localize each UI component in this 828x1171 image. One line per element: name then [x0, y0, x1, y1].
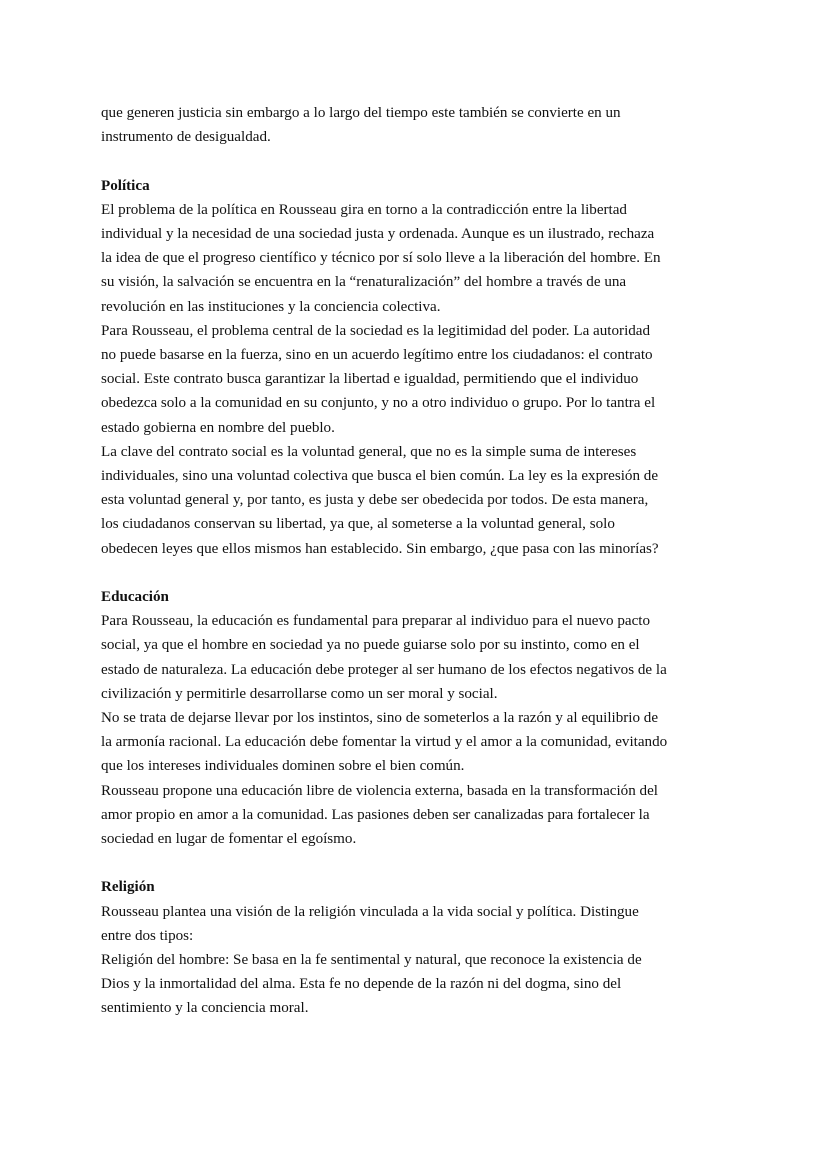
text-line: Religión del hombre: Se basa en la fe sentimental y natural, que reconoce la existencia de: [101, 952, 642, 969]
text-line: civilización y permitirle desarrollarse como un ser moral y social.: [101, 685, 498, 702]
text-line: los ciudadanos conservan su libertad, ya que, al someterse a la voluntad general, solo: [101, 516, 615, 533]
section-educacion: [101, 585, 741, 851]
text-line: sentimiento y la conciencia moral.: [101, 1000, 309, 1017]
text-line: revolución en las instituciones y la conciencia colectiva.: [101, 298, 441, 315]
section-heading: Política: [101, 177, 150, 194]
text-line: esta voluntad general y, por tanto, es justa y debe ser obedecida por todos. De esta manera,: [101, 492, 649, 509]
text-line: que los intereses individuales dominen sobre el bien común.: [101, 758, 465, 775]
text-line: no puede basarse en la fuerza, sino en un acuerdo legítimo entre los ciudadanos: el contrato: [101, 347, 653, 364]
text-line: sociedad en lugar de fomentar el egoísmo.: [101, 831, 357, 848]
text-line: amor propio en amor a la comunidad. Las pasiones deben ser canalizadas para fortalecer la: [101, 806, 650, 823]
text-line: su visión, la salvación se encuentra en la “renaturalización” del hombre a través de una: [101, 274, 627, 291]
text-line: Rousseau plantea una visión de la religión vinculada a la vida social y política. Distingue: [101, 903, 639, 920]
text-line: la armonía racional. La educación debe fomentar la virtud y el amor a la comunidad, evitando: [101, 734, 668, 751]
text-line: estado de naturaleza. La educación debe proteger al ser humano de los efectos negativos de la: [101, 661, 667, 678]
text-line: obedecen leyes que ellos mismos han establecido. Sin embargo, ¿que pasa con las minorías?: [101, 540, 659, 557]
text-line: estado gobierna en nombre del pueblo.: [101, 419, 335, 436]
text-line: la idea de que el progreso científico y técnico por sí solo lleve a la liberación del hombre. En: [101, 250, 661, 267]
text-line: social. Este contrato busca garantizar la libertad e igualdad, permitiendo que el individuo: [101, 371, 639, 388]
text-line: entre dos tipos:: [101, 927, 194, 944]
text-line: No se trata de dejarse llevar por los instintos, sino de someterlos a la razón y al equilibrio de: [101, 710, 659, 727]
text-line: Para Rousseau, el problema central de la sociedad es la legitimidad del poder. La autoridad: [101, 322, 651, 339]
text-line: instrumento de desigualdad.: [101, 129, 271, 146]
text-line: El problema de la política en Rousseau gira en torno a la contradicción entre la libertad: [101, 201, 627, 218]
text-line: obedezca solo a la comunidad en su conjunto, y no a otro individuo o grupo. Por lo tantra el: [101, 395, 656, 412]
text-line: social, ya que el hombre en sociedad ya no puede guiarse solo por su instinto, como en el: [101, 637, 640, 654]
section-heading: Educación: [101, 589, 169, 606]
text-line: Rousseau propone una educación libre de violencia externa, basada en la transformación del: [101, 782, 658, 799]
text-line: que generen justicia sin embargo a lo largo del tiempo este también se convierte en un: [101, 105, 621, 121]
intro-paragraph: [101, 101, 741, 149]
document-page: [101, 101, 741, 1021]
text-line: individual y la necesidad de una sociedad justa y ordenada. Aunque es un ilustrado, rechaza: [101, 226, 655, 242]
text-line: Dios y la inmortalidad del alma. Esta fe no depende de la razón ni del dogma, sino del: [101, 976, 622, 993]
section-heading: Religión: [101, 879, 155, 896]
text-line: individuales, sino una voluntad colectiva que busca el bien común. La ley es la expresión de: [101, 468, 659, 485]
section-politica: [101, 174, 741, 561]
text-line: La clave del contrato social es la voluntad general, que no es la simple suma de intereses: [101, 443, 637, 460]
text-line: Para Rousseau, la educación es fundamental para preparar al individuo para el nuevo pacto: [101, 613, 651, 630]
section-religion: [101, 875, 741, 1020]
